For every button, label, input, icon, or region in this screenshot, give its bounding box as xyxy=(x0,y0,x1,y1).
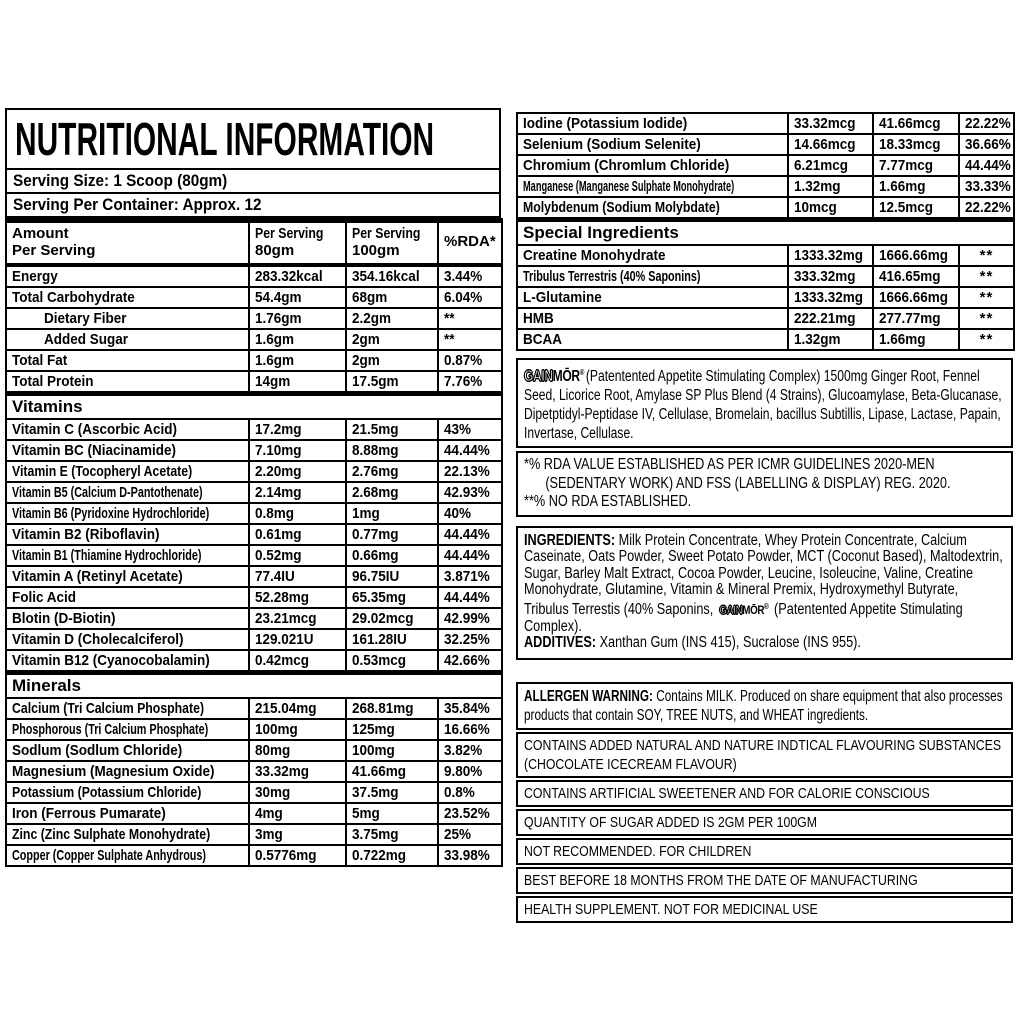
right-column xyxy=(516,112,1013,923)
notice-text: CONTAINS ARTIFICIAL SWEETENER AND FOR CALORIE CONSCIOUS xyxy=(524,784,930,802)
row-value-80gm: 283.32kcal xyxy=(255,267,323,285)
row-name: Vitamin A (Retinyl Acetate) xyxy=(12,567,183,585)
row-rda: ** xyxy=(979,331,994,348)
table-row xyxy=(6,824,502,845)
row-name: Copper (Copper Sulphate Anhydrous) xyxy=(12,846,207,864)
gainmor-logo: GAINMŌR® xyxy=(524,368,585,386)
row-rda: ** xyxy=(979,268,994,285)
row-name: Creatine Monohydrate xyxy=(523,247,666,264)
table-row xyxy=(6,308,502,329)
ingredients-box xyxy=(516,526,1013,660)
table-row xyxy=(6,482,502,503)
row-name: Folic Acid xyxy=(12,588,77,606)
table-row xyxy=(517,329,1014,350)
row-value-80gm: 33.32mg xyxy=(255,762,310,780)
title-block xyxy=(5,108,501,218)
special-ingredients-rows xyxy=(517,245,1014,350)
row-name: Chromium (Chromlum Chloride) xyxy=(523,157,730,174)
rda-note-line1: *% RDA VALUE ESTABLISHED AS PER ICMR GUIDELINES 2020-MEN xyxy=(524,456,935,474)
row-value-100gm: 37.5mg xyxy=(352,783,399,801)
row-name: Iron (Ferrous Pumarate) xyxy=(12,804,166,822)
row-value-100gm: 2gm xyxy=(352,330,380,348)
header-amount: Amount xyxy=(12,225,69,242)
table-row xyxy=(6,740,502,761)
row-value-100gm: 17.5gm xyxy=(352,372,399,390)
row-rda: 16.66% xyxy=(444,720,490,738)
row-value-80gm: 80mg xyxy=(255,741,291,759)
table-row xyxy=(6,803,502,824)
row-value-100gm: 41.66mcg xyxy=(879,115,941,132)
gainmor-logo-inline: GAINMŌR® xyxy=(719,602,769,618)
table-row xyxy=(6,419,502,440)
table-row xyxy=(6,461,502,482)
additives-label: ADDITIVES: xyxy=(524,634,597,652)
row-value-100gm: 5mg xyxy=(352,804,380,822)
row-name: Selenium (Sodium Selenite) xyxy=(523,136,701,153)
table-header-row: Amount Per Serving Per Serving 80gm Per Serving 100gm %RDA* xyxy=(6,221,502,265)
row-rda: 44.44% xyxy=(444,441,490,459)
notice-box xyxy=(516,809,1013,836)
row-rda: 22.22% xyxy=(965,199,1011,216)
row-rda: 33.33% xyxy=(965,178,1011,195)
notice-text: CONTAINS ADDED NATURAL AND NATURE INDTICAL FLAVOURING SUBSTANCES (CHOCOLATE ICECREAM FLAVOUR) xyxy=(524,736,1002,773)
row-rda: ** xyxy=(979,289,994,306)
row-rda: 43% xyxy=(444,420,472,438)
minerals-continued-table xyxy=(516,112,1015,351)
row-value-80gm: 10mcg xyxy=(794,199,837,216)
row-value-80gm: 77.4IU xyxy=(255,567,295,585)
table-row xyxy=(517,176,1014,197)
row-value-100gm: 7.77mcg xyxy=(879,157,934,174)
ingredients-label: INGREDIENTS: xyxy=(524,531,616,549)
row-rda: ** xyxy=(979,310,994,327)
row-name: Vitamin E (Tocopheryl Acetate) xyxy=(12,462,193,480)
serving-size: Serving Size: 1 Scoop (80gm) xyxy=(13,171,228,190)
gainmor-complex-box xyxy=(516,358,1013,448)
notice-box xyxy=(516,867,1013,894)
row-value-80gm: 14.66mcg xyxy=(794,136,856,153)
row-value-100gm: 1.66mg xyxy=(879,178,926,195)
row-value-80gm: 100mg xyxy=(255,720,298,738)
row-rda: ** xyxy=(444,330,455,348)
row-name: Total Protein xyxy=(12,372,94,390)
row-name: Energy xyxy=(12,267,58,285)
table-row xyxy=(6,329,502,350)
table-row xyxy=(6,698,502,719)
notices-stack xyxy=(516,732,1013,923)
row-rda: 3.44% xyxy=(444,267,483,285)
row-value-80gm: 2.20mg xyxy=(255,462,302,480)
section-heading-special-ingredients: Special Ingredients xyxy=(517,220,1014,246)
serving-per-container: Serving Per Container: Approx. 12 xyxy=(13,195,262,214)
row-value-100gm: 0.66mg xyxy=(352,546,399,564)
row-value-100gm: 68gm xyxy=(352,288,388,306)
table-row xyxy=(6,629,502,650)
row-value-100gm: 2.2gm xyxy=(352,309,392,327)
row-rda: 25% xyxy=(444,825,472,843)
rda-note-line2: (SEDENTARY WORK) AND FSS (LABELLING & DISPLAY) REG. 2020. xyxy=(545,474,951,492)
row-rda: 22.13% xyxy=(444,462,490,480)
row-value-80gm: 30mg xyxy=(255,783,291,801)
table-row xyxy=(6,371,502,394)
table-row xyxy=(6,587,502,608)
notice-box xyxy=(516,732,1013,778)
row-value-100gm: 3.75mg xyxy=(352,825,399,843)
row-value-80gm: 0.8mg xyxy=(255,504,295,522)
row-name: Magnesium (Magnesium Oxide) xyxy=(12,762,215,780)
row-value-100gm: 41.66mg xyxy=(352,762,407,780)
row-value-80gm: 1.6gm xyxy=(255,330,295,348)
row-name: Vitamin B6 (Pyridoxine Hydrochloride) xyxy=(12,504,210,522)
row-name: Vitamin B5 (Calcium D-Pantothenate) xyxy=(12,483,203,501)
table-row xyxy=(517,155,1014,176)
ingredients-text-continued: (Patentented Appetite Stimulating Complex). xyxy=(524,601,963,635)
table-row xyxy=(6,761,502,782)
row-value-80gm: 333.32mg xyxy=(794,268,856,285)
row-rda: 6.04% xyxy=(444,288,483,306)
row-value-100gm: 161.28IU xyxy=(352,630,407,648)
gainmor-text: (Patentented Appetite Stimulating Complex) 1500mg Ginger Root, Fennel Seed, Licorice Root, Amylase SP Plus Blend (4 Strains), Glucoamylase, Beta-Glucanase, Dipetptidyl-Peptidase IV, Cellulase, Bromelain, bacillus Subtillis, Lipase, Lactase, Papain, Invertase, Cellulase. xyxy=(524,368,1002,443)
notice-text: NOT RECOMMENDED. FOR CHILDREN xyxy=(524,842,752,860)
notice-box xyxy=(516,838,1013,865)
table-row xyxy=(6,350,502,371)
row-rda: 42.99% xyxy=(444,609,490,627)
allergen-text: Contains MILK. Produced on share equipment that also processes products that contain SOY, TREE NUTS, and WHEAT ingredients. xyxy=(524,687,1003,724)
table-row xyxy=(6,287,502,308)
row-name: Added Sugar xyxy=(44,330,129,348)
row-rda: 44.44% xyxy=(965,157,1011,174)
minerals-continued-rows xyxy=(517,113,1014,220)
row-rda: 23.52% xyxy=(444,804,490,822)
table-row xyxy=(517,266,1014,287)
table-row xyxy=(517,245,1014,266)
allergen-warning-box xyxy=(516,682,1013,730)
row-name: BCAA xyxy=(523,331,563,348)
table-row xyxy=(6,440,502,461)
allergen-label: ALLERGEN WARNING: xyxy=(524,687,653,705)
row-value-100gm: 12.5mcg xyxy=(879,199,934,216)
notice-text: HEALTH SUPPLEMENT. NOT FOR MEDICINAL USE xyxy=(524,900,818,918)
row-value-100gm: 2.68mg xyxy=(352,483,399,501)
table-row xyxy=(6,608,502,629)
row-value-80gm: 1.6gm xyxy=(255,351,295,369)
row-value-100gm: 21.5mg xyxy=(352,420,399,438)
row-name: Vitamin B2 (Riboflavin) xyxy=(12,525,160,543)
row-value-80gm: 2.14mg xyxy=(255,483,302,501)
macros-rows xyxy=(6,265,502,394)
row-rda: 3.82% xyxy=(444,741,483,759)
row-value-80gm: 3mg xyxy=(255,825,283,843)
row-value-80gm: 0.42mcg xyxy=(255,651,310,669)
row-rda: 44.44% xyxy=(444,588,490,606)
table-row xyxy=(517,308,1014,329)
row-name: Iodine (Potassium Iodide) xyxy=(523,115,688,132)
header-100gm: Per Serving xyxy=(352,225,421,242)
row-rda: ** xyxy=(979,247,994,264)
row-value-100gm: 1666.66mg xyxy=(879,289,949,306)
row-rda: 42.66% xyxy=(444,651,490,669)
row-value-80gm: 1333.32mg xyxy=(794,247,864,264)
row-value-80gm: 0.52mg xyxy=(255,546,302,564)
table-row xyxy=(6,782,502,803)
page-title: NUTRITIONAL INFORMATION xyxy=(15,113,435,165)
row-value-80gm: 0.5776mg xyxy=(255,846,317,864)
row-name: Total Carbohydrate xyxy=(12,288,135,306)
row-value-80gm: 14gm xyxy=(255,372,291,390)
header-rda: %RDA* xyxy=(444,233,496,251)
row-value-80gm: 7.10mg xyxy=(255,441,302,459)
row-name: Vitamin BC (Niacinamide) xyxy=(12,441,177,459)
row-rda: 0.87% xyxy=(444,351,483,369)
row-rda: 7.76% xyxy=(444,372,483,390)
row-rda: 36.66% xyxy=(965,136,1011,153)
row-name: Vitamin C (Ascorbic Acid) xyxy=(12,420,178,438)
row-value-100gm: 277.77mg xyxy=(879,310,941,327)
row-name: L-Glutamine xyxy=(523,289,602,306)
row-value-80gm: 17.2mg xyxy=(255,420,302,438)
notice-text: QUANTITY OF SUGAR ADDED IS 2GM PER 100GM xyxy=(524,813,817,831)
row-name: Calcium (Tri Calcium Phosphate) xyxy=(12,699,205,717)
table-row xyxy=(6,566,502,587)
row-value-80gm: 52.28mg xyxy=(255,588,310,606)
row-name: Vitamin B12 (Cyanocobalamin) xyxy=(12,651,210,669)
row-value-100gm: 354.16kcal xyxy=(352,267,420,285)
row-value-100gm: 2.76mg xyxy=(352,462,399,480)
row-rda: 22.22% xyxy=(965,115,1011,132)
row-value-100gm: 0.722mg xyxy=(352,846,407,864)
row-value-100gm: 1mg xyxy=(352,504,380,522)
row-value-80gm: 1333.32mg xyxy=(794,289,864,306)
rda-note-line3: **% NO RDA ESTABLISHED. xyxy=(524,493,692,511)
row-value-80gm: 23.21mcg xyxy=(255,609,317,627)
row-value-80gm: 129.021U xyxy=(255,630,314,648)
row-name: Vitamin B1 (Thiamine Hydrochloride) xyxy=(12,546,202,564)
row-value-100gm: 268.81mg xyxy=(352,699,414,717)
row-name: Tribulus Terrestris (40% Saponins) xyxy=(523,268,701,285)
table-row xyxy=(6,545,502,566)
additives-text: Xanthan Gum (INS 415), Sucralose (INS 955). xyxy=(599,634,861,652)
row-value-100gm: 416.65mg xyxy=(879,268,941,285)
row-value-100gm: 1666.66mg xyxy=(879,247,949,264)
row-rda: 35.84% xyxy=(444,699,490,717)
row-name: HMB xyxy=(523,310,554,327)
row-rda: 9.80% xyxy=(444,762,483,780)
table-row xyxy=(6,503,502,524)
row-name: Vitamin D (Cholecalciferol) xyxy=(12,630,184,648)
section-heading-vitamins: Vitamins xyxy=(6,393,502,419)
ingredients-text: Milk Protein Concentrate, Whey Protein Concentrate, Calcium Caseinate, Oats Powder, Sweet Potato Powder, MCT (Coconut Based), Maltodextrin, Sugar, Barley Malt Extract, Cocoa Powder, Leucine, Isoleucine, Valine, Creatine Monohydrate, Glutamine, Vitamin & Mineral Premix, Hydroxymethyl Butyrate, Tribulus Terrestis (40% Saponins, xyxy=(524,531,1003,619)
row-value-80gm: 222.21mg xyxy=(794,310,856,327)
row-value-100gm: 96.75IU xyxy=(352,567,400,585)
row-value-100gm: 2gm xyxy=(352,351,380,369)
row-name: Sodlum (Sodlum Chloride) xyxy=(12,741,183,759)
row-rda: 42.93% xyxy=(444,483,490,501)
row-value-80gm: 54.4gm xyxy=(255,288,302,306)
table-row xyxy=(6,845,502,866)
row-value-80gm: 1.76gm xyxy=(255,309,302,327)
row-value-80gm: 215.04mg xyxy=(255,699,317,717)
table-row xyxy=(517,287,1014,308)
table-row xyxy=(517,197,1014,220)
minerals-rows xyxy=(6,698,502,866)
row-value-100gm: 29.02mcg xyxy=(352,609,414,627)
nutrition-table xyxy=(5,218,503,867)
row-name: Potassium (Potassium Chloride) xyxy=(12,783,202,801)
row-value-100gm: 0.77mg xyxy=(352,525,399,543)
notice-text: BEST BEFORE 18 MONTHS FROM THE DATE OF MANUFACTURING xyxy=(524,871,918,889)
notice-box xyxy=(516,780,1013,807)
vitamins-rows xyxy=(6,419,502,673)
row-name: Manganese (Manganese Sulphate Monohydrate) xyxy=(523,178,735,195)
row-value-100gm: 8.88mg xyxy=(352,441,399,459)
row-value-100gm: 1.66mg xyxy=(879,331,926,348)
row-value-80gm: 1.32gm xyxy=(794,331,841,348)
row-value-100gm: 65.35mg xyxy=(352,588,407,606)
row-name: Dietary Fiber xyxy=(44,309,127,327)
row-rda: 33.98% xyxy=(444,846,490,864)
row-name: Molybdenum (Sodium Molybdate) xyxy=(523,199,720,216)
row-name: Blotin (D-Biotin) xyxy=(12,609,116,627)
row-value-100gm: 0.53mcg xyxy=(352,651,407,669)
header-80gm: Per Serving xyxy=(255,225,324,242)
row-value-100gm: 18.33mcg xyxy=(879,136,941,153)
row-name: Phosphorous (Tri Calcium Phosphate) xyxy=(12,720,209,738)
notice-box xyxy=(516,896,1013,923)
table-row xyxy=(6,265,502,287)
table-row xyxy=(6,719,502,740)
row-rda: 0.8% xyxy=(444,783,475,801)
row-value-80gm: 0.61mg xyxy=(255,525,302,543)
row-rda: 44.44% xyxy=(444,525,490,543)
row-value-80gm: 33.32mcg xyxy=(794,115,856,132)
row-name: Zinc (Zinc Sulphate Monohydrate) xyxy=(12,825,211,843)
row-value-80gm: 6.21mcg xyxy=(794,157,849,174)
rda-note-box xyxy=(516,451,1013,517)
row-value-100gm: 100mg xyxy=(352,741,395,759)
table-row xyxy=(6,524,502,545)
row-rda: 32.25% xyxy=(444,630,490,648)
row-value-80gm: 4mg xyxy=(255,804,283,822)
row-value-80gm: 1.32mg xyxy=(794,178,841,195)
left-column xyxy=(5,108,501,867)
row-value-100gm: 125mg xyxy=(352,720,395,738)
table-row xyxy=(6,650,502,673)
table-row xyxy=(517,134,1014,155)
row-rda: 44.44% xyxy=(444,546,490,564)
row-rda: 3.871% xyxy=(444,567,490,585)
row-name: Total Fat xyxy=(12,351,68,369)
table-row xyxy=(517,113,1014,134)
section-heading-minerals: Minerals xyxy=(6,672,502,698)
row-rda: 40% xyxy=(444,504,472,522)
row-rda: ** xyxy=(444,309,455,327)
